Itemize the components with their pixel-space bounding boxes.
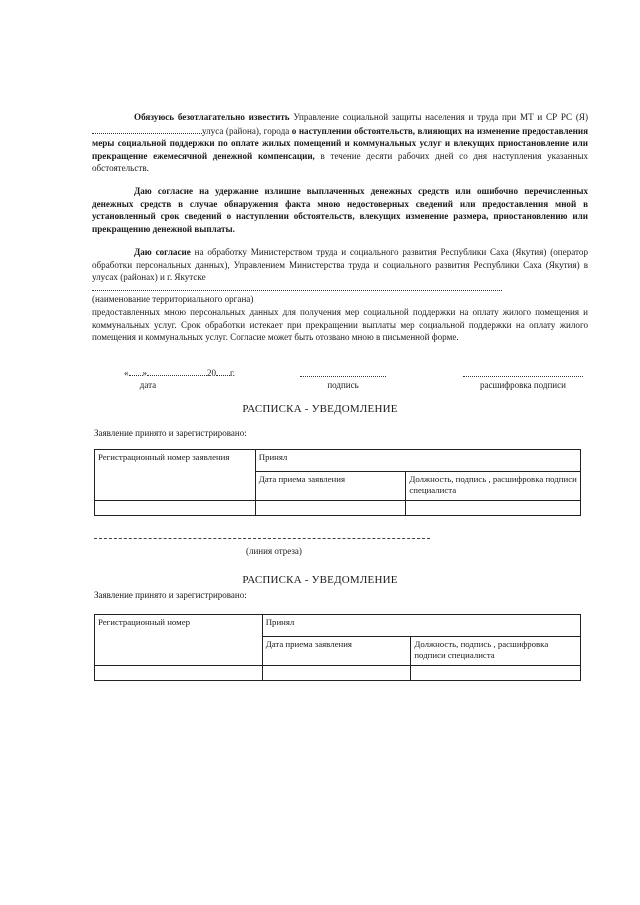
receipt-1-accepted: Заявление принято и зарегистрировано:: [94, 428, 247, 438]
signature-decode-line[interactable]: [463, 376, 583, 377]
date-field: « » 20 г.: [124, 368, 235, 378]
month-blank[interactable]: [147, 366, 207, 376]
data-consent-text: на обработку Министерством труда и социального развития Республики Саха (Якутия) (оператор обработки персональных данных), Управлением Министерства труда и социального развития Республики Саха (Якутия) в улусах (районах) и г. Якутске: [92, 247, 588, 283]
day-blank[interactable]: [129, 366, 143, 376]
paragraph-data-consent: [92, 246, 588, 284]
receipt-2-table: [94, 614, 581, 681]
signature-line[interactable]: [300, 376, 386, 377]
territorial-organ-line[interactable]: [92, 290, 502, 291]
date-label: дата: [139, 380, 157, 390]
receipt-2-date-header: Дата приема заявления: [262, 637, 411, 666]
receipt-1-position-cell[interactable]: [406, 501, 581, 516]
data-consent-continuation: предоставленных мною персональных данных для получения мер социальной поддержки на оплату жилого помещения и коммунальных услуг. Срок обработки истекает при прекращении выплаты мер социальной поддержки на оплату жилого помещения и коммунальных услуг. Согласие может быть отозвано мною в письменной форме.: [92, 307, 588, 343]
receipt-2-position-header: Должность, подпись , расшифровка подписи специалиста: [411, 637, 581, 666]
receipt-1-date-header: Дата приема заявления: [255, 472, 406, 501]
signature-decode-label: расшифровка подписи: [480, 380, 566, 390]
receipt-2-reg-number-header: Регистрационный номер: [95, 615, 263, 666]
notify-bold-tail: о наступлении обстоятельств, влияющих на изменение предоставления меры социальной поддержки по оплате жилых помещений и коммунальных услуг и влекущих приостановление или прекращение ежемесячной денежной компенсации,: [92, 125, 588, 161]
receipt-1-accepted-by-header: Принял: [255, 450, 580, 472]
receipt-2-title: РАСПИСКА - УВЕДОМЛЕНИЕ: [242, 574, 398, 586]
receipt-1-reg-number-header: Регистрационный номер заявления: [95, 450, 256, 501]
receipt-2-accepted-by-header: Принял: [262, 615, 580, 637]
receipt-1-reg-number-cell[interactable]: [95, 501, 256, 516]
notify-text-a: Управление социальной защиты населения и труда при МТ и СР РС (Я): [289, 112, 588, 122]
receipt-1-title: РАСПИСКА - УВЕДОМЛЕНИЕ: [242, 403, 398, 415]
receipt-2-date-cell[interactable]: [262, 666, 411, 681]
signature-label: подпись: [327, 380, 359, 390]
receipt-2-accepted: Заявление принято и зарегистрировано:: [94, 590, 247, 600]
data-consent-lead: Даю согласие: [134, 247, 191, 257]
paragraph-notify: [92, 111, 588, 175]
territorial-organ-label: (наименование территориального органа): [92, 294, 254, 304]
ulus-blank-field[interactable]: [92, 124, 202, 134]
receipt-1-date-cell[interactable]: [255, 501, 406, 516]
cut-line-label: (линия отреза): [246, 546, 302, 556]
paragraph-retention-consent: [92, 185, 588, 235]
notify-lead: Обязуюсь безотлагательно известить: [134, 112, 290, 122]
notify-text-end: в течение десяти рабочих дней со дня наступления указанных обстоятельств.: [92, 150, 589, 174]
retention-consent-text: Даю согласие на удержание излишне выплаченных денежных средств или ошибочно перечисленных денежных средств в случае обнаружения факта мною недостоверных сведений или предоставления мной в установленный срок сведений о наступлении обстоятельств, влекущих изменение размера, приостановлению или прекращению денежной выплаты.: [92, 186, 588, 234]
receipt-2-position-cell[interactable]: [411, 666, 581, 681]
receipt-1-table: [94, 449, 581, 516]
year-blank[interactable]: [216, 366, 230, 376]
notify-text-b: улуса (района), города: [202, 125, 292, 136]
receipt-1-position-header: Должность, подпись , расшифровка подписи специалиста: [406, 472, 581, 501]
receipt-2-reg-number-cell[interactable]: [95, 666, 263, 681]
cut-line: [94, 538, 430, 539]
